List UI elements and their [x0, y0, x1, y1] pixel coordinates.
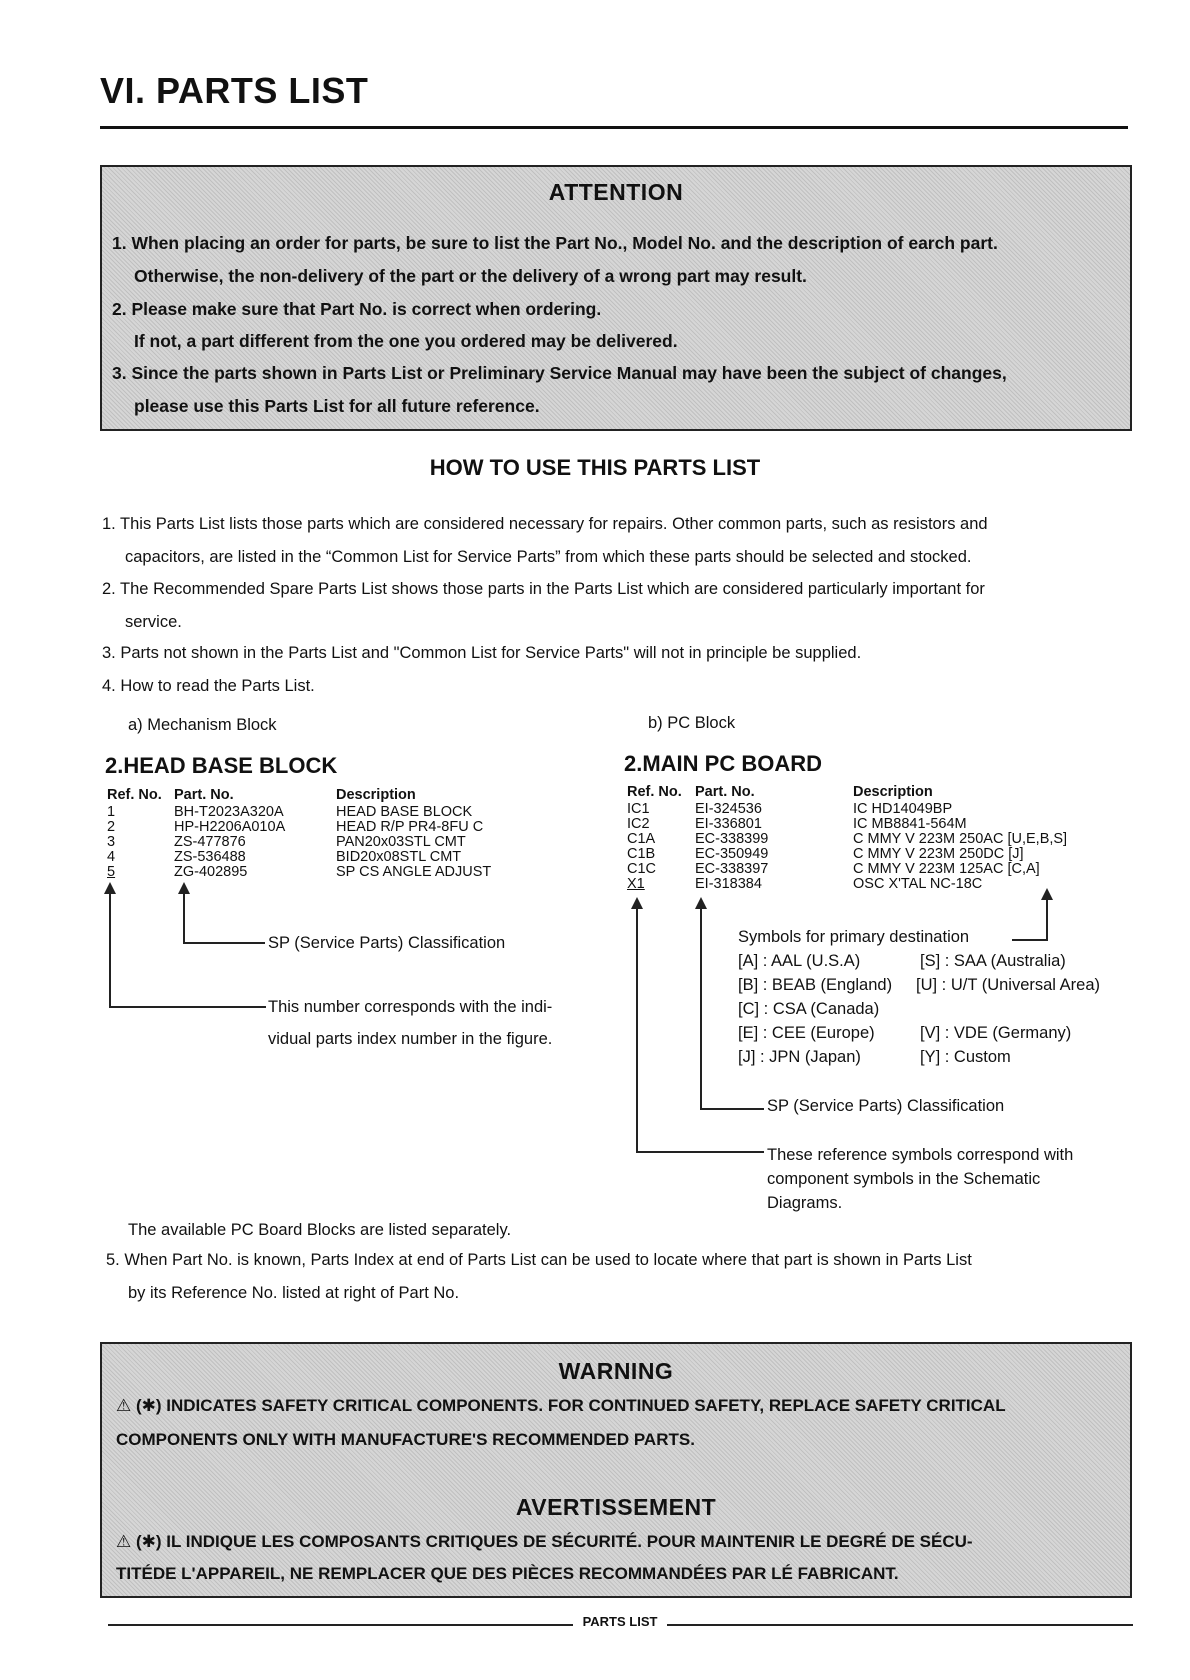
table-cell: 2 — [107, 819, 116, 835]
howto-heading: HOW TO USE THIS PARTS LIST — [429, 455, 761, 480]
symbol-entry: [J] : JPN (Japan) — [738, 1048, 861, 1066]
warning-box — [100, 1342, 1132, 1598]
attention-line: please use this Parts List for all future reference. — [134, 396, 540, 416]
leader-line — [700, 907, 702, 1109]
table-cell: EC-350949 — [695, 846, 769, 862]
table-cell: X1 — [627, 876, 645, 892]
attention-line: 1. When placing an order for parts, be sure to list the Part No., Model No. and the description of earch part. — [112, 233, 998, 253]
howto-item: service. — [125, 613, 182, 631]
leader-line — [700, 1108, 764, 1110]
warning-text: ⚠ (✱) INDICATES SAFETY CRITICAL COMPONENTS. FOR CONTINUED SAFETY, REPLACE SAFETY CRITICAL — [116, 1396, 1006, 1415]
symbol-entry: [C] : CSA (Canada) — [738, 1000, 880, 1018]
howto-item: 4. How to read the Parts List. — [102, 677, 315, 695]
leader-line — [183, 942, 265, 944]
table-cell: 4 — [107, 849, 116, 865]
callout-sp-classification: SP (Service Parts) Classification — [268, 934, 506, 952]
table-cell: C1C — [627, 861, 657, 877]
table-cell: IC1 — [627, 801, 650, 817]
avertissement-text: TITÉDE L'APPAREIL, NE REMPLACER QUE DES PIÈCES RECOMMANDÉES PAR LÉ FABRICANT. — [116, 1564, 899, 1583]
table-cell: PAN20x03STL CMT — [336, 834, 466, 850]
table-cell: 3 — [107, 834, 116, 850]
symbol-entry: [S] : SAA (Australia) — [920, 952, 1066, 970]
attention-line: 3. Since the parts shown in Parts List or Preliminary Service Manual may have been the subject of changes, — [112, 363, 1007, 383]
leader-line — [1046, 898, 1048, 940]
avertissement-heading: AVERTISSEMENT — [515, 1494, 717, 1520]
table-cell: HEAD BASE BLOCK — [336, 804, 473, 820]
table-cell: EI-336801 — [695, 816, 762, 832]
subheading-mechanism: a) Mechanism Block — [128, 716, 277, 734]
footer-label: PARTS LIST — [582, 1614, 658, 1629]
table-cell: EC-338399 — [695, 831, 769, 847]
page-title: VI. PARTS LIST — [100, 70, 369, 111]
footer-rule-left — [108, 1624, 573, 1626]
note-separate-blocks: The available PC Board Blocks are listed separately. — [128, 1221, 512, 1239]
callout-reference-symbols: component symbols in the Schematic — [767, 1170, 1041, 1188]
table-header: Part. No. — [174, 787, 234, 803]
howto-item: 1. This Parts List lists those parts which are considered necessary for repairs. Other common parts, such as resistors and — [102, 515, 988, 533]
main-pc-board-title: 2.MAIN PC BOARD — [624, 751, 823, 776]
subheading-pc-block: b) PC Block — [648, 714, 736, 732]
table-header: Ref. No. — [627, 784, 682, 800]
table-cell: EI-324536 — [695, 801, 762, 817]
table-cell: C MMY V 223M 250AC [U,E,B,S] — [853, 831, 1068, 847]
warning-text: COMPONENTS ONLY WITH MANUFACTURE'S RECOMMENDED PARTS. — [116, 1430, 695, 1449]
symbol-entry: [U] : U/T (Universal Area) — [916, 976, 1100, 994]
table-cell: HEAD R/P PR4-8FU C — [336, 819, 484, 835]
symbol-entry: [E] : CEE (Europe) — [738, 1024, 875, 1042]
table-cell: HP-H2206A010A — [174, 819, 286, 835]
howto-item: capacitors, are listed in the “Common List for Service Parts” from which these parts should be selected and stocked. — [125, 548, 972, 566]
symbol-entry: [Y] : Custom — [920, 1048, 1011, 1066]
table-cell: 1 — [107, 804, 116, 820]
callout-sp-classification: SP (Service Parts) Classification — [767, 1097, 1005, 1115]
symbol-entry: [B] : BEAB (England) — [738, 976, 893, 994]
table-cell: IC MB8841-564M — [853, 816, 967, 832]
main-pc-board-table — [627, 784, 1097, 900]
symbols-heading: Symbols for primary destination — [738, 928, 970, 946]
leader-line — [636, 907, 638, 1152]
table-cell: IC2 — [627, 816, 650, 832]
table-cell: C1B — [627, 846, 656, 862]
table-cell: EI-318384 — [695, 876, 762, 892]
howto-item: 2. The Recommended Spare Parts List shows those parts in the Parts List which are considered particularly important for — [102, 580, 985, 598]
warning-heading: WARNING — [558, 1358, 674, 1384]
attention-line: 2. Please make sure that Part No. is correct when ordering. — [112, 299, 602, 319]
howto-item: 3. Parts not shown in the Parts List and "Common List for Service Parts" will not in principle be supplied. — [102, 644, 862, 662]
footer-rule-right — [667, 1624, 1133, 1626]
callout-index-number: This number corresponds with the indi- — [268, 998, 553, 1016]
attention-box — [100, 165, 1132, 431]
head-base-table — [107, 787, 537, 887]
head-base-block-title: 2.HEAD BASE BLOCK — [105, 753, 338, 778]
callout-index-number: vidual parts index number in the figure. — [268, 1030, 553, 1048]
table-cell: ZS-477876 — [174, 834, 246, 850]
table-cell: SP CS ANGLE ADJUST — [336, 864, 492, 880]
symbol-entry: [V] : VDE (Germany) — [920, 1024, 1072, 1042]
table-cell: EC-338397 — [695, 861, 769, 877]
table-cell: IC HD14049BP — [853, 801, 953, 817]
table-cell: OSC X'TAL NC-18C — [853, 876, 983, 892]
leader-line — [109, 892, 111, 1007]
table-header: Description — [853, 784, 933, 800]
table-cell: C MMY V 223M 125AC [C,A] — [853, 861, 1040, 877]
symbol-entry: [A] : AAL (U.S.A) — [738, 952, 861, 970]
table-cell: 5 — [107, 864, 116, 880]
table-cell: ZS-536488 — [174, 849, 246, 865]
table-header: Part. No. — [695, 784, 755, 800]
leader-line — [109, 1006, 266, 1008]
howto-item: 5. When Part No. is known, Parts Index at end of Parts List can be used to locate where that part is shown in Parts List — [106, 1251, 972, 1269]
table-cell: BH-T2023A320A — [174, 804, 284, 820]
leader-line — [183, 892, 185, 943]
table-header: Ref. No. — [107, 787, 162, 803]
attention-line: Otherwise, the non-delivery of the part or the delivery of a wrong part may result. — [134, 266, 807, 286]
attention-heading: ATTENTION — [548, 179, 684, 205]
callout-reference-symbols: Diagrams. — [767, 1194, 843, 1212]
table-header: Description — [336, 787, 416, 803]
table-cell: ZG-402895 — [174, 864, 248, 880]
leader-line — [636, 1151, 764, 1153]
attention-line: If not, a part different from the one you ordered may be delivered. — [134, 331, 678, 351]
callout-reference-symbols: These reference symbols correspond with — [767, 1146, 1074, 1164]
leader-line — [1012, 939, 1048, 941]
howto-item: by its Reference No. listed at right of Part No. — [128, 1284, 460, 1302]
avertissement-text: ⚠ (✱) IL INDIQUE LES COMPOSANTS CRITIQUES DE SÉCURITÉ. POUR MAINTENIR LE DEGRÉ DE SÉCU- — [116, 1532, 973, 1551]
table-cell: BID20x08STL CMT — [336, 849, 462, 865]
title-rule — [100, 126, 1128, 129]
table-cell: C1A — [627, 831, 656, 847]
table-cell: C MMY V 223M 250DC [J] — [853, 846, 1024, 862]
